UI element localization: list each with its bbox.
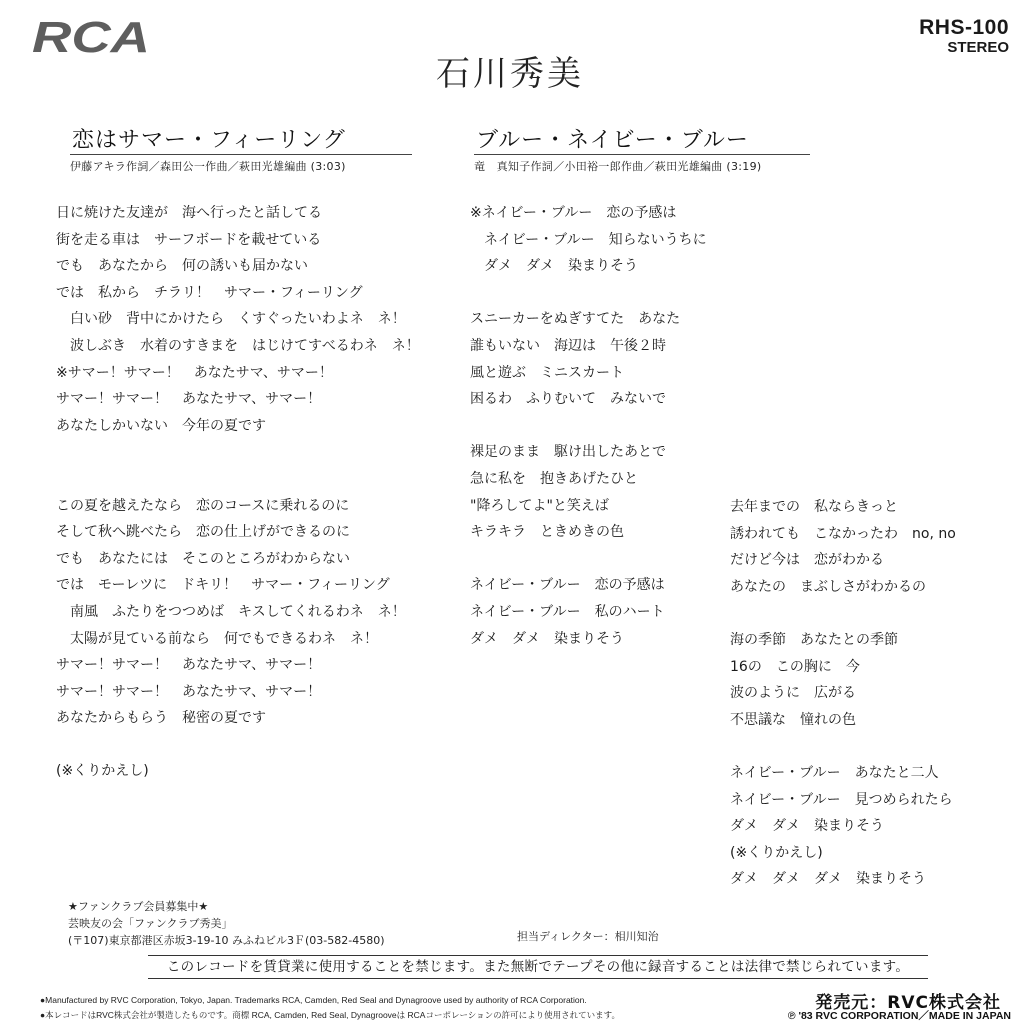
lyric-line: ※サマー！サマー！ あなたサマ、サマー！ xyxy=(56,364,333,381)
song-a-title: 恋はサマー・フィーリング xyxy=(72,128,346,153)
rca-logo-text: RCA xyxy=(32,14,150,56)
song-a-lyrics xyxy=(56,200,420,785)
lyric-line: サマー！サマー！ あなたサマ、サマー！ xyxy=(56,683,322,700)
stanza-gap xyxy=(470,280,707,307)
song-a-title-underline xyxy=(70,154,412,155)
lyric-line: サマー！サマー！ あなたサマ、サマー！ xyxy=(56,657,322,674)
lyric-line: 去年までの 私ならきっと xyxy=(730,499,898,515)
lyric-line: (※くりかえし) xyxy=(730,844,823,861)
lyric-line: あなたの まぶしさがわかるの xyxy=(730,578,926,595)
stanza-gap xyxy=(470,413,707,440)
lyric-line: ダメ ダメ ダメ 染まりそう xyxy=(730,871,926,888)
fanclub-heading: ★ファンクラブ会員募集中★ xyxy=(68,900,209,913)
catalog-info xyxy=(919,17,1009,57)
fanclub-address: (〒107)東京都港区赤坂3-19-10 みふねビル3Ｆ(03-582-4580) xyxy=(68,934,385,947)
stanza-gap xyxy=(56,466,420,493)
lyric-line: サマー！サマー！ あなたサマ、サマー！ xyxy=(56,391,322,408)
lyric-line: でも あなたから 何の誘いも届かない xyxy=(56,258,308,275)
song-b-title-underline xyxy=(474,154,810,155)
lyric-line: ダメ ダメ 染まりそう xyxy=(470,258,638,275)
fanclub-info xyxy=(68,898,385,949)
song-b-title: ブルー・ネイビー・ブルー xyxy=(476,128,749,153)
lyric-line: では モーレツに ドキリ！ サマー・フィーリング xyxy=(56,577,390,594)
catalog-number: RHS-100 xyxy=(919,16,1009,39)
lyric-line: 波しぶき 水着のすきまを はじけてすべるわネ ネ！ xyxy=(56,337,420,354)
lyric-line: ネイビー・ブルー 見つめられたら xyxy=(730,791,953,808)
lyric-line: ネイビー・ブルー 恋の予感は xyxy=(470,577,665,594)
lyric-line: "降ろしてよ"と笑えば xyxy=(470,497,609,514)
lyric-line: 誰もいない 海辺は 午後２時 xyxy=(470,337,666,354)
fanclub-name: 芸映友の会「ファンクラブ秀美」 xyxy=(68,917,233,930)
lyric-line: ダメ ダメ 染まりそう xyxy=(730,818,884,835)
lyric-line: 風と遊ぶ ミニスカート xyxy=(470,364,624,381)
song-b-lyrics-right xyxy=(730,494,956,893)
song-a-credits: 伊藤アキラ作詞／森田公一作曲／萩田光雄編曲 (3:03) xyxy=(70,160,346,173)
lyric-line: 太陽が見ている前なら 何でもできるわネ ネ！ xyxy=(56,630,378,647)
lyric-line: この夏を越えたなら 恋のコースに乗れるのに xyxy=(56,497,350,514)
lyric-line: 急に私を 抱きあげたひと xyxy=(470,470,638,487)
lyric-line: あなたしかいない 今年の夏です xyxy=(56,417,266,434)
lyric-line: (※くりかえし) xyxy=(56,763,149,780)
lyric-line: 不思議な 憧れの色 xyxy=(730,711,856,728)
lyric-line: キラキラ ときめきの色 xyxy=(470,524,624,541)
stereo-label: STEREO xyxy=(947,39,1009,56)
song-b-lyrics-left xyxy=(470,200,707,652)
lyric-line: 南風 ふたりをつつめば キスしてくれるわネ ネ！ xyxy=(56,603,406,620)
lyric-line: ダメ ダメ 染まりそう xyxy=(470,630,624,647)
stanza-gap xyxy=(56,732,420,759)
lyric-line: 困るわ ふりむいて みないで xyxy=(470,391,666,408)
stanza-gap xyxy=(56,439,420,466)
lyric-line: 白い砂 背中にかけたら くすぐったいわよネ ネ！ xyxy=(56,311,406,328)
lyric-line: ネイビー・ブルー あなたと二人 xyxy=(730,764,939,781)
rca-logo xyxy=(30,14,152,56)
lyric-line: でも あなたには そこのところがわからない xyxy=(56,550,350,567)
lyric-line: 16の この胸に 今 xyxy=(730,658,860,675)
lyric-line: だけど今は 恋がわかる xyxy=(730,552,884,569)
lyric-line: 裸足のまま 駆け出したあとで xyxy=(470,444,666,461)
lyric-line: スニーカーをぬぎすてた あなた xyxy=(470,311,681,328)
seller-label: 発売元：RVC株式会社 xyxy=(815,993,1001,1013)
lyric-line: ネイビー・ブルー 私のハート xyxy=(470,603,665,620)
lyric-line: 波のように 広がる xyxy=(730,685,856,702)
copyright-notice: このレコードを賃貸業に使用することを禁じます。また無断でテープその他に録音することは法律で禁じられています。 xyxy=(148,955,928,979)
lyric-line: 日に焼けた友達が 海へ行ったと話してる xyxy=(56,205,322,221)
copyright-line: ℗ '83 RVC CORPORATION／MADE IN JAPAN xyxy=(787,1010,1011,1022)
director-credit: 担当ディレクター：相川知治 xyxy=(517,930,659,943)
lyric-line: ※ネイビー・ブルー 恋の予感は xyxy=(470,205,677,221)
artist-name: 石川秀美 xyxy=(436,54,584,94)
lyric-line: 街を走る車は サーフボードを載せている xyxy=(56,231,322,248)
lyric-line: 海の季節 あなたとの季節 xyxy=(730,631,898,648)
lyric-line: そして秋へ跳べたら 恋の仕上げができるのに xyxy=(56,524,350,541)
stanza-gap xyxy=(730,600,956,627)
lyric-line: あなたからもらう 秘密の夏です xyxy=(56,710,266,727)
license-line: ●本レコードはRVC株式会社が製造したものです。商標 RCA, Camden, Red Seal, Dynagrooveは RCAコーポレーションの許可により使用されています。 xyxy=(40,1010,620,1020)
lyric-line: 誘われても こなかったわ no, no xyxy=(730,525,956,542)
manufacturer-info xyxy=(40,993,620,1023)
lyric-line: ネイビー・ブルー 知らないうちに xyxy=(470,231,707,248)
stanza-gap xyxy=(730,733,956,760)
stanza-gap xyxy=(470,546,707,573)
manufactured-line: ●Manufactured by RVC Corporation, Tokyo, Japan. Trademarks RCA, Camden, Red Seal and Dynagroove used by authority of RCA Corporation. xyxy=(40,995,587,1005)
lyric-line: では 私から チラリ！ サマー・フィーリング xyxy=(56,284,363,301)
song-b-credits: 竜 真知子作詞／小田裕一郎作曲／萩田光雄編曲 (3:19) xyxy=(474,160,762,173)
